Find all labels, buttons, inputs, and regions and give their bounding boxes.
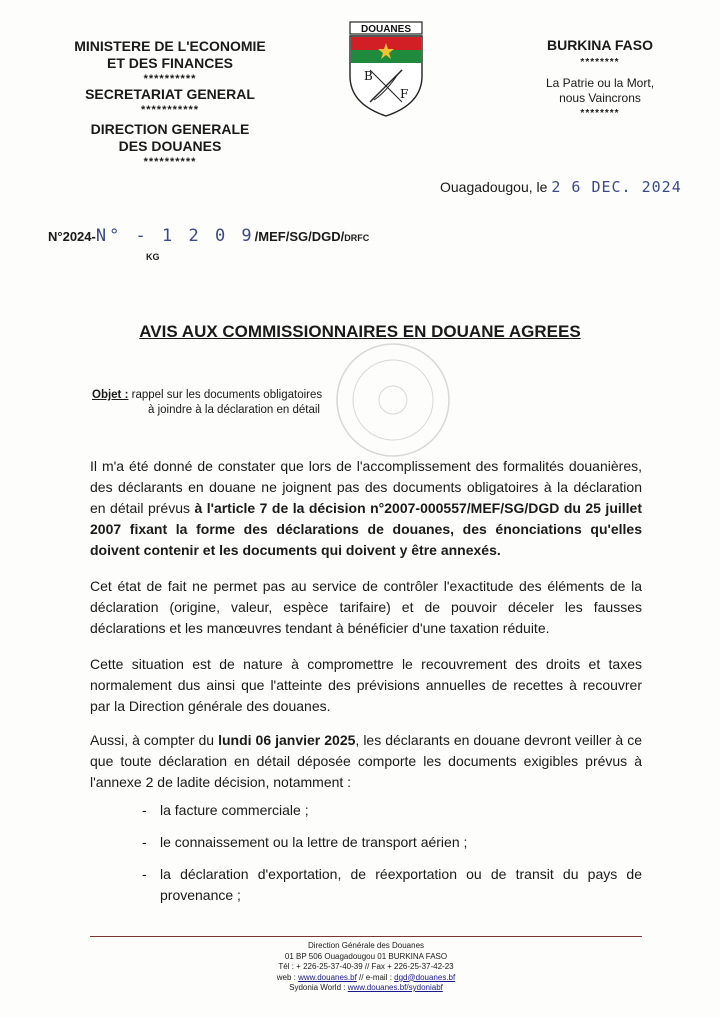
sydonia-link[interactable]: www.douanes.bf/sydoniabf	[347, 983, 443, 992]
footer-phone: Tél : + 226-25-37-40-39 // Fax + 226-25-37-42-23	[278, 962, 454, 971]
separator-stars: **********	[143, 73, 197, 85]
paragraph-1-decision-reference: à l'article 7 de la décision n°2007-000557/MEF/SG/DGD du 25 juillet 2007 fixant la forme des déclarations de douanes, des énonciations qu'elles doivent contenir et les documents qui doivent y être annexés.	[90, 500, 642, 558]
separator-stars: **********	[143, 156, 197, 168]
reference-service: DRFC	[344, 233, 370, 243]
country-name: BURKINA FASO	[546, 37, 654, 53]
footer-web-email: web : www.douanes.bf // e-mail : dgd@douanes.bf	[276, 972, 456, 982]
date-place: Ouagadougou, le	[440, 179, 548, 195]
subject-line2: à joindre à la déclaration en détail	[148, 404, 320, 416]
reference-handwritten: N° - 1 2 0 9	[95, 226, 255, 246]
footer-contact	[90, 941, 642, 994]
logo-letter-f: F	[400, 87, 409, 101]
country-header	[520, 38, 680, 127]
footer-org: Direction Générale des Douanes	[307, 941, 425, 950]
secretariat-name: SECRETARIAT GENERAL	[85, 86, 255, 102]
logo-banner-text: DOUANES	[360, 24, 412, 35]
document-date	[440, 178, 682, 196]
reference-initials: KG	[146, 252, 160, 262]
separator-stars: ********	[580, 57, 620, 68]
ministry-name: MINISTERE DE L'ECONOMIE	[74, 38, 266, 54]
date-stamp: 2 6 DEC. 2024	[551, 178, 682, 196]
footer-address: 01 BP 506 Ouagadougou 01 BURKINA FASO	[284, 951, 448, 961]
paragraph-4-text: Aussi, à compter du	[90, 732, 219, 748]
separator-stars: ********	[580, 108, 620, 119]
website-link[interactable]: www.douanes.bf	[298, 972, 357, 982]
reference-prefix: N°2024-	[48, 229, 96, 244]
paragraph-2: Cet état de fait ne permet pas au service de contrôler l'exactitude des éléments de la déclaration (origine, valeur, espèce tarifaire) et de pouvoir déceler les fausses déclarations et les manœuvres tendant à bénéficier d'une taxation réduite.	[90, 578, 642, 636]
separator-stars: ***********	[140, 104, 200, 116]
documents-list	[142, 800, 642, 917]
ministry-header	[40, 38, 300, 169]
reference-suffix: /MEF/SG/DGD/	[254, 229, 345, 244]
logo-letter-b: B	[364, 69, 373, 83]
list-item: - le connaissement ou la lettre de transport aérien ;	[142, 832, 642, 853]
customs-logo	[340, 18, 432, 118]
subject-line1: rappel sur les documents obligatoires	[131, 389, 323, 401]
direction-name-line2: DES DOUANES	[118, 138, 222, 154]
footer-divider	[90, 936, 642, 937]
paragraph-4-text-cont: , les déclarants en douane devront veiller à ce que toute déclaration en détail déposée comporte les documents exigibles prévus à l'annexe 2 de ladite décision, notamment :	[90, 732, 642, 790]
email-link[interactable]: dgd@douanes.bf	[394, 972, 456, 982]
paragraph-4	[90, 730, 642, 793]
subject-block	[92, 388, 322, 418]
ministry-name-line2: ET DES FINANCES	[106, 55, 233, 71]
notice-title: AVIS AUX COMMISSIONNAIRES EN DOUANE AGREES	[139, 322, 581, 341]
seal-watermark	[318, 340, 468, 460]
paragraph-1	[90, 456, 642, 561]
motto-line1: La Patrie ou la Mort,	[545, 76, 655, 90]
paragraph-3: Cette situation est de nature à compromettre le recouvrement des droits et taxes normalement dus ainsi que l'atteinte des prévisions annuelles de recettes à recouvrer par la Direction générale des douanes.	[90, 656, 642, 714]
motto-line2: nous Vaincrons	[559, 91, 641, 105]
list-item: - la facture commerciale ;	[142, 800, 642, 821]
reference-number	[48, 226, 369, 246]
footer-sydonia: Sydonia World : www.douanes.bf/sydoniabf	[289, 983, 443, 992]
paragraph-1-text: Il m'a été donné de constater que lors de l'accomplissement des formalités douanières, des déclarants en douane ne joignent pas des documents obligatoires à la déclaration en détail prévus	[90, 458, 642, 516]
subject-label: Objet :	[92, 389, 129, 401]
list-item: - la déclaration d'exportation, de réexportation ou de transit du pays de provenance ;	[142, 864, 642, 906]
direction-name: DIRECTION GENERALE	[90, 121, 250, 137]
paragraph-4-date: lundi 06 janvier 2025	[218, 732, 356, 748]
